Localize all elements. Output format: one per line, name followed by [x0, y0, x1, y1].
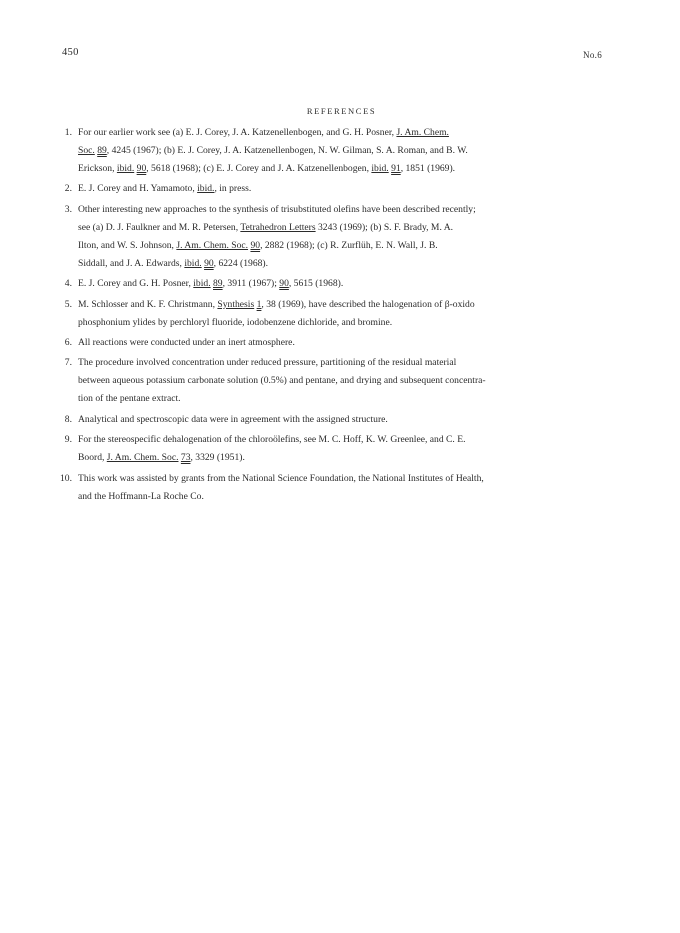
reference-list: [58, 124, 626, 508]
reference-item: [58, 201, 626, 273]
reference-item: [58, 470, 626, 506]
reference-text: For our earlier work see (a) E. J. Corey, J. A. Katzenellenbogen, and G. H. Posner,: [78, 127, 397, 138]
reference-text: Siddall, and J. A. Edwards,: [78, 257, 185, 269]
citation-emphasis: ibid.: [116, 163, 135, 174]
reference-line: [78, 201, 626, 219]
reference-text: , 4245 (1967); (b) E. J. Corey, J. A. Katzenellenbogen, N. W. Gilman, S. A. Roman, and B. W.: [106, 145, 468, 156]
reference-text: E. J. Corey and H. Yamamoto,: [78, 183, 198, 195]
citation-emphasis: J. Am. Chem. Soc.: [106, 452, 179, 464]
reference-line: [78, 314, 626, 332]
reference-text: M. Schlosser and K. F. Christmann,: [78, 298, 218, 310]
reference-number: 9.: [64, 434, 72, 446]
reference-number: 5.: [64, 298, 72, 310]
reference-text: phosphonium ylides by perchloryl fluoride, iodobenzene dichloride, and bromine.: [78, 316, 393, 328]
reference-text: tion of the pentane extract.: [78, 393, 181, 405]
reference-item: [58, 411, 626, 429]
reference-text: , 3911 (1967);: [222, 278, 280, 290]
reference-number: 4.: [64, 278, 72, 290]
reference-text: , 38 (1969), have described the halogenation of β-oxido: [261, 298, 475, 310]
reference-line: [78, 354, 626, 372]
citation-emphasis: 90: [204, 257, 214, 269]
citation-emphasis: J. Am. Chem. Soc.: [176, 239, 249, 251]
reference-line: [78, 296, 626, 314]
reference-text: , 1851 (1969).: [400, 163, 456, 174]
reference-line: [78, 255, 626, 273]
reference-line: [78, 124, 626, 142]
citation-emphasis: 91: [391, 163, 401, 174]
reference-line: [78, 411, 626, 429]
citation-emphasis: Soc.: [78, 145, 95, 156]
reference-item: [58, 124, 626, 178]
reference-text: Analytical and spectroscopic data were in agreement with the assigned structure.: [78, 413, 388, 425]
citation-emphasis: ibid.: [197, 183, 215, 195]
reference-text: Ilton, and W. S. Johnson,: [78, 239, 177, 251]
citation-emphasis: ibid.: [184, 257, 202, 269]
citation-emphasis: Synthesis: [217, 298, 255, 310]
reference-line: [78, 449, 626, 467]
reference-text: and the Hoffmann-La Roche Co.: [78, 490, 204, 502]
reference-text: , 2882 (1968); (c) R. Zurflüh, E. N. Wall, J. B.: [260, 239, 438, 251]
reference-text: Erickson,: [78, 163, 117, 174]
reference-item: [58, 354, 626, 408]
reference-line: [78, 180, 626, 198]
reference-number: 7.: [64, 357, 72, 369]
reference-item: [58, 180, 626, 198]
citation-emphasis: 89: [97, 145, 107, 156]
reference-line: [78, 142, 626, 160]
reference-text: 3243 (1969); (b) S. F. Brady, M. A.: [315, 221, 454, 233]
reference-text: , 6224 (1968).: [213, 257, 269, 269]
reference-number: 10.: [60, 472, 72, 484]
citation-emphasis: 90: [279, 278, 289, 290]
citation-emphasis: 1: [256, 298, 262, 310]
citation-emphasis: 73: [180, 452, 191, 464]
reference-item: [58, 275, 626, 293]
references-heading: REFERENCES: [306, 106, 377, 116]
reference-line: [78, 237, 626, 255]
page-number: 450: [62, 47, 79, 58]
reference-line: [78, 390, 626, 408]
reference-text: , in press.: [214, 183, 252, 195]
reference-text: Other interesting new approaches to the synthesis of trisubstituted olefins have been described recently;: [78, 203, 476, 215]
reference-line: [78, 488, 626, 506]
reference-text: , 3329 (1951).: [190, 452, 245, 464]
reference-text: Boord,: [78, 452, 107, 464]
reference-item: [58, 296, 626, 332]
reference-number: 1.: [64, 127, 72, 138]
reference-text: between aqueous potassium carbonate solution (0.5%) and pentane, and drying and subsequent concentra-: [78, 375, 486, 387]
citation-emphasis: J. Am. Chem.: [396, 127, 449, 138]
reference-line: [78, 372, 626, 390]
reference-line: [78, 431, 626, 449]
reference-text: E. J. Corey and G. H. Posner,: [78, 278, 194, 290]
citation-emphasis: 90: [136, 163, 147, 174]
reference-text: For the stereospecific dehalogenation of the chloroölefins, see M. C. Hoff, K. W. Greenlee, and C. E.: [78, 434, 466, 446]
reference-text: This work was assisted by grants from the National Science Foundation, the National Institutes of Health,: [78, 472, 484, 484]
reference-number: 8.: [64, 413, 72, 425]
citation-emphasis: ibid.: [371, 163, 389, 174]
reference-line: [78, 334, 626, 352]
reference-number: 6.: [64, 336, 72, 348]
citation-emphasis: 90: [250, 239, 261, 251]
reference-text: All reactions were conducted under an inert atmosphere.: [78, 336, 295, 348]
reference-item: [58, 431, 626, 467]
reference-number: 2.: [64, 183, 72, 195]
reference-line: [78, 160, 626, 178]
reference-text: , 5615 (1968).: [288, 278, 344, 290]
reference-item: [58, 334, 626, 352]
reference-number: 3.: [64, 203, 72, 215]
citation-emphasis: 89: [213, 278, 223, 290]
reference-text: see (a) D. J. Faulkner and M. R. Petersen,: [78, 221, 241, 233]
citation-emphasis: ibid.: [193, 278, 211, 290]
reference-line: [78, 219, 626, 237]
reference-text: The procedure involved concentration under reduced pressure, partitioning of the residual material: [78, 357, 457, 369]
reference-line: [78, 275, 626, 293]
citation-emphasis: Tetrahedron Letters: [240, 221, 316, 233]
issue-number: No.6: [583, 50, 602, 60]
reference-text: , 5618 (1968); (c) E. J. Corey and J. A. Katzenellenbogen,: [146, 163, 372, 174]
reference-line: [78, 470, 626, 488]
